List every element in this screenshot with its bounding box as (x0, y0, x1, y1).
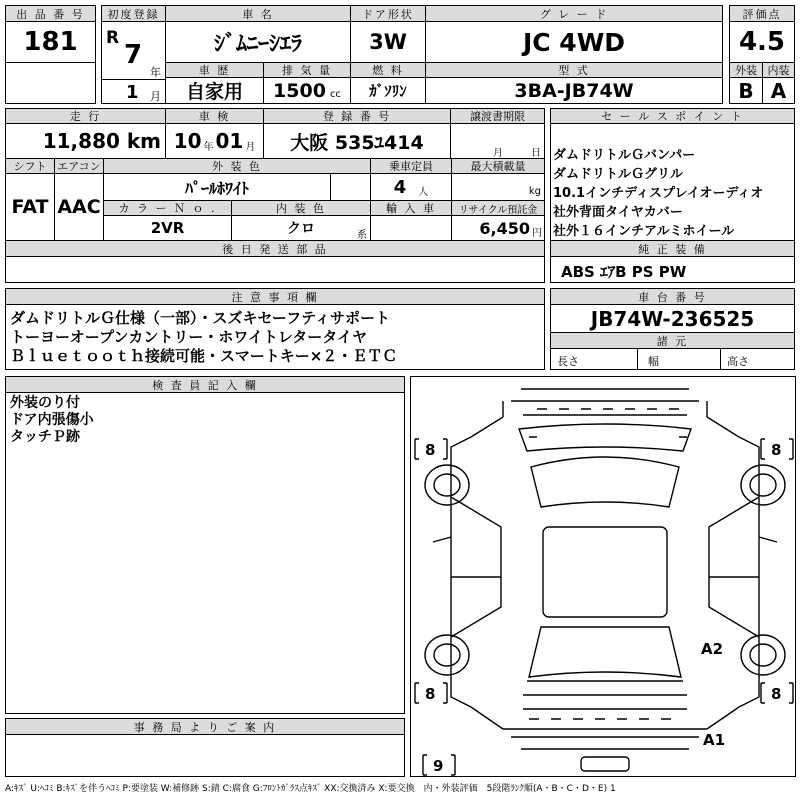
shift-label: シフト (5, 158, 55, 174)
later-parts-label: 後 日 発 送 部 品 (5, 240, 545, 257)
inspection-cell (165, 123, 264, 159)
shift-value: FAT (5, 173, 55, 241)
mileage-label: 走 行 (5, 108, 166, 124)
sales-point: 社外背面タイヤカバー (553, 205, 683, 220)
office-notice-label: 事 務 局 よ り ご 案 内 (5, 718, 405, 735)
inspector-note: タッチＰ跡 (10, 429, 80, 445)
first-reg-month-value: 1 (126, 82, 139, 103)
door-type-label: ドア形状 (350, 5, 426, 22)
plate-value: 大阪 535ﾕ414 (263, 123, 451, 159)
displacement-unit: cc (329, 89, 341, 100)
transfer-month-unit: 月 (493, 148, 503, 159)
exterior-score-value: B (729, 77, 763, 104)
interior-color-label: 内 装 色 (231, 200, 371, 216)
interior-score-label: 内装 (762, 62, 795, 78)
inspector-note: 外装のり付 (10, 395, 80, 411)
exterior-color-blank (330, 173, 371, 201)
import-label: 輸 入 車 (370, 200, 452, 216)
inspection-month-unit: 月 (245, 141, 256, 153)
max-load-label: 最大積載量 (451, 158, 545, 174)
chassis-number-value: JB74W-236525 (550, 304, 795, 333)
max-load-unit: kg (528, 186, 541, 197)
inspection-year-unit: 年 (203, 141, 214, 153)
first-reg-year-value: 7 (124, 40, 143, 70)
sales-point: ダムドリトルＧグリル (553, 167, 684, 182)
transfer-deadline-label: 譲渡書期限 (450, 108, 545, 124)
capacity-cell (370, 173, 452, 201)
notes-box (5, 304, 545, 370)
door-type-value: 3W (350, 21, 426, 63)
transfer-deadline-cell (450, 123, 545, 159)
history-value: 自家用 (165, 77, 264, 104)
inspector-notes-label: 検 査 員 記 入 欄 (5, 376, 405, 393)
chassis-number-label: 車 台 番 号 (550, 288, 795, 305)
exterior-color-value: ﾊﾟｰﾙﾎﾜｲﾄ (103, 173, 331, 201)
sales-point: 社外１６インチアルミホイール (553, 224, 735, 239)
vehicle-diagram (410, 376, 796, 777)
model-value: 3BA-JB74W (425, 77, 723, 104)
tire-depth-front-left: 8 (425, 441, 436, 459)
tire-depth-spare: 9 (433, 757, 444, 775)
office-notice-box (5, 734, 405, 777)
inspection-label: 車 検 (165, 108, 264, 124)
plate-label: 登 録 番 号 (263, 108, 451, 124)
first-registration-label: 初度登録 (102, 6, 165, 22)
interior-color-unit: 系 (357, 230, 367, 241)
fuel-label: 燃 料 (350, 62, 426, 78)
exterior-color-label: 外 装 色 (103, 158, 371, 174)
lot-number-blank (5, 62, 96, 104)
import-value (370, 215, 452, 241)
tire-depth-front-right: 8 (771, 441, 782, 459)
displacement-cell (263, 77, 351, 104)
displacement-value: 1500 (273, 79, 326, 102)
car-name-value: ｼﾞﾑﾆｰｼｴﾗ (165, 21, 351, 63)
damage-mark-a1: A1 (703, 731, 726, 749)
grade-value: JC 4WD (425, 21, 723, 63)
first-reg-year-unit: 年 (150, 66, 161, 79)
specs-label: 諸 元 (550, 332, 795, 349)
inspection-year: 10 (173, 129, 202, 153)
tire-depth-rear-right: 8 (771, 685, 782, 703)
damage-mark-a2: A2 (701, 640, 724, 658)
interior-color-value: クロ (287, 221, 315, 237)
sales-point: 10.1インチディスプレイオーディオ (553, 186, 764, 201)
car-name-label: 車 名 (165, 5, 351, 22)
equipment-label: 純 正 装 備 (550, 240, 795, 257)
vehicle-diagram-svg (411, 377, 796, 777)
lot-number-value: 181 (5, 21, 96, 63)
score-value: 4.5 (729, 21, 795, 63)
sales-points-box (550, 123, 795, 241)
note-line: トーヨーオープンカントリー・ホワイトレタータイヤ (10, 328, 368, 346)
recycle-deposit-cell (451, 215, 545, 241)
first-reg-month-unit: 月 (150, 90, 161, 103)
note-line: ダムドリトルＧ仕様（一部）・スズキセーフティサポート (10, 309, 390, 327)
sales-point: ダムドリトルＧバンパー (553, 148, 696, 163)
capacity-label: 乗車定員 (370, 158, 452, 174)
sales-points-label: セ ー ル ス ポ イ ン ト (550, 108, 795, 124)
note-line: Ｂｌｕｅｔｏｏｔｈ接続可能・スマートキー×２・ＥＴＣ (10, 347, 398, 365)
legend-text: A:ｷｽﾞ U:ﾍｺﾐ B:ｷｽﾞを伴うﾍｺﾐ P:要塗装 W:補修跡 S:錆 C:腐食 G:ﾌﾛﾝﾄｶﾞﾗｽ点ｷｽﾞ XX:交換済み X:要交換 内・外装評価 5段階ﾗﾝｸ順(A・B・C・D・E) 1 (5, 784, 616, 794)
interior-score-value: A (762, 77, 795, 104)
mileage-value: 11,880 km (5, 123, 166, 159)
history-label: 車 歴 (165, 62, 264, 78)
recycle-deposit-value: 6,450 (479, 218, 530, 238)
color-number-value: 2VR (103, 215, 232, 241)
lot-number-label: 出 品 番 号 (5, 5, 96, 22)
displacement-label: 排 気 量 (263, 62, 351, 78)
tire-depth-rear-left: 8 (425, 685, 436, 703)
fuel-value: ｶﾞｿﾘﾝ (350, 77, 426, 104)
color-number-label: カ ラ ー Ｎ ｏ . (103, 200, 232, 216)
equipment-value: ABS ｴｱB PS PW (550, 256, 795, 283)
inspector-notes-box (5, 392, 405, 714)
height-cell: 高さ (720, 348, 795, 370)
max-load-cell (451, 173, 545, 201)
grade-label: グ レ ー ド (425, 5, 723, 22)
aircon-value: AAC (54, 173, 104, 241)
model-label: 型 式 (425, 62, 723, 78)
capacity-unit: 人 (418, 186, 429, 198)
recycle-deposit-unit: 円 (532, 227, 542, 239)
exterior-score-label: 外装 (729, 62, 763, 78)
era-value: R (106, 28, 120, 48)
score-label: 評価点 (729, 5, 795, 22)
inspector-note: ドア内張傷小 (10, 412, 94, 428)
aircon-label: エアコン (54, 158, 104, 174)
first-reg-divider (102, 79, 165, 80)
inspection-month: 01 (215, 129, 244, 153)
length-cell: 長さ (550, 348, 638, 370)
later-parts-value (5, 256, 545, 283)
width-cell: 幅 (637, 348, 721, 370)
notes-label: 注 意 事 項 欄 (5, 288, 545, 305)
capacity-value: 4 (393, 176, 407, 198)
recycle-deposit-label: リサイクル預託金 (451, 200, 545, 216)
transfer-day-unit: 日 (531, 148, 541, 159)
first-registration-box (101, 5, 166, 104)
interior-color-cell (231, 215, 371, 241)
